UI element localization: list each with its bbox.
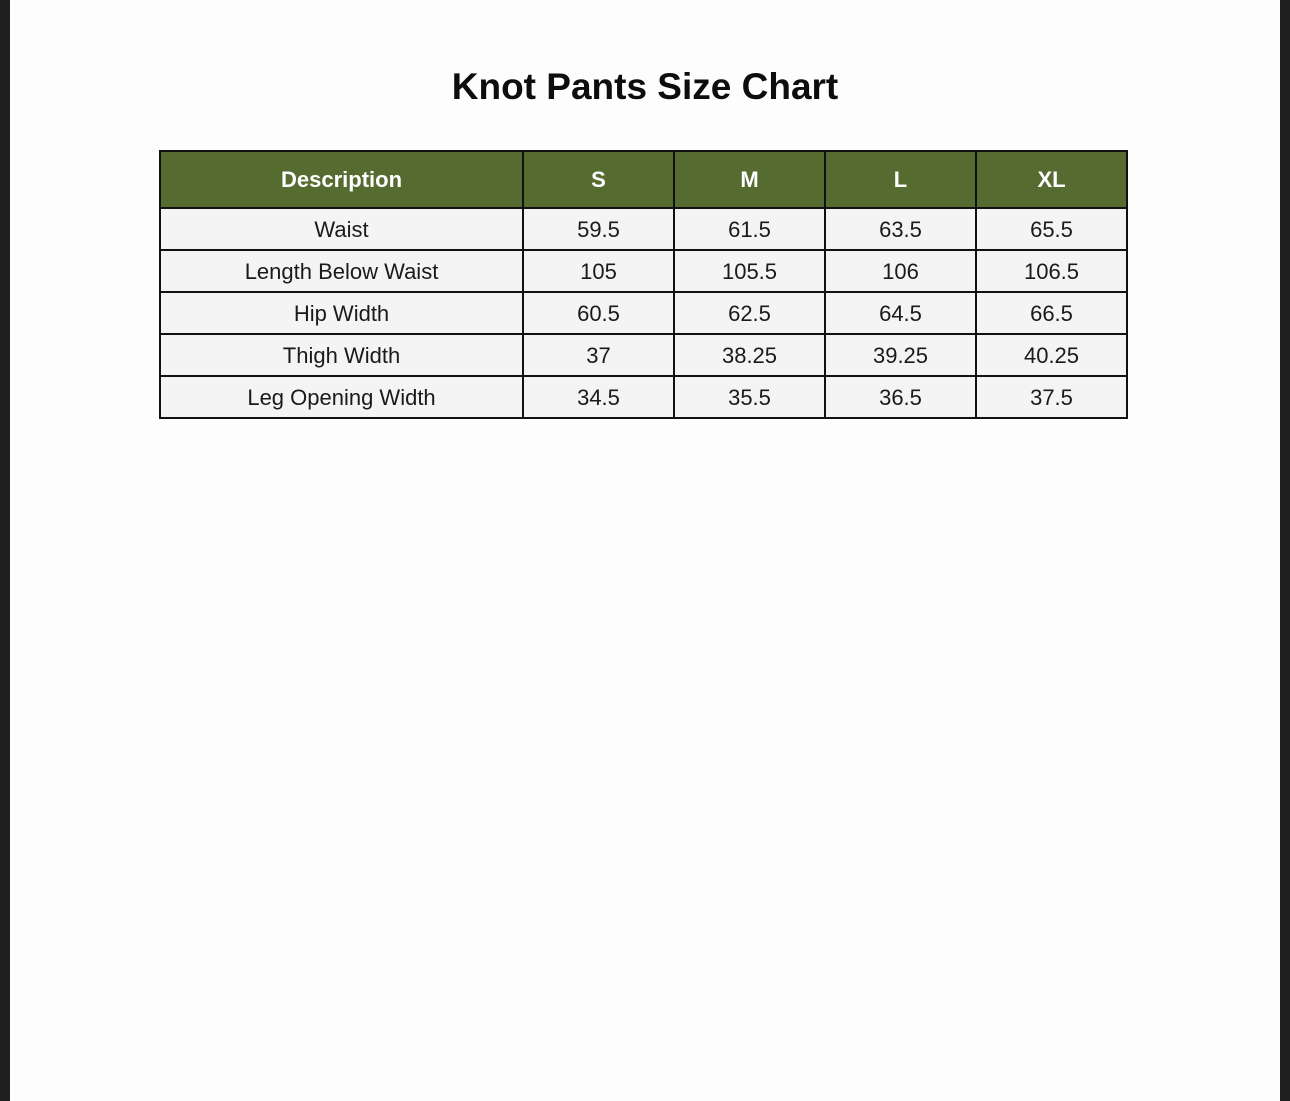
cell-value: 64.5 [825,292,976,334]
header-size-s: S [523,151,674,208]
cell-value: 39.25 [825,334,976,376]
cell-value: 105.5 [674,250,825,292]
header-size-m: M [674,151,825,208]
cell-value: 105 [523,250,674,292]
cell-value: 61.5 [674,208,825,250]
cell-value: 106.5 [976,250,1127,292]
cell-value: 65.5 [976,208,1127,250]
table-row [160,208,1127,250]
table-row [160,250,1127,292]
cell-value: 59.5 [523,208,674,250]
cell-value: 37.5 [976,376,1127,418]
row-label: Waist [160,208,523,250]
cell-value: 34.5 [523,376,674,418]
cell-value: 60.5 [523,292,674,334]
row-label: Length Below Waist [160,250,523,292]
cell-value: 40.25 [976,334,1127,376]
cell-value: 63.5 [825,208,976,250]
cell-value: 106 [825,250,976,292]
cell-value: 66.5 [976,292,1127,334]
cell-value: 35.5 [674,376,825,418]
cell-value: 36.5 [825,376,976,418]
header-description: Description [160,151,523,208]
row-label: Hip Width [160,292,523,334]
table-row [160,334,1127,376]
size-chart-table [159,150,1128,419]
cell-value: 62.5 [674,292,825,334]
cell-value: 37 [523,334,674,376]
row-label: Leg Opening Width [160,376,523,418]
header-row [160,151,1127,208]
row-label: Thigh Width [160,334,523,376]
table-row [160,376,1127,418]
table-row [160,292,1127,334]
header-size-l: L [825,151,976,208]
header-size-xl: XL [976,151,1127,208]
document-page [10,0,1280,1101]
page-title: Knot Pants Size Chart [451,66,839,107]
cell-value: 38.25 [674,334,825,376]
